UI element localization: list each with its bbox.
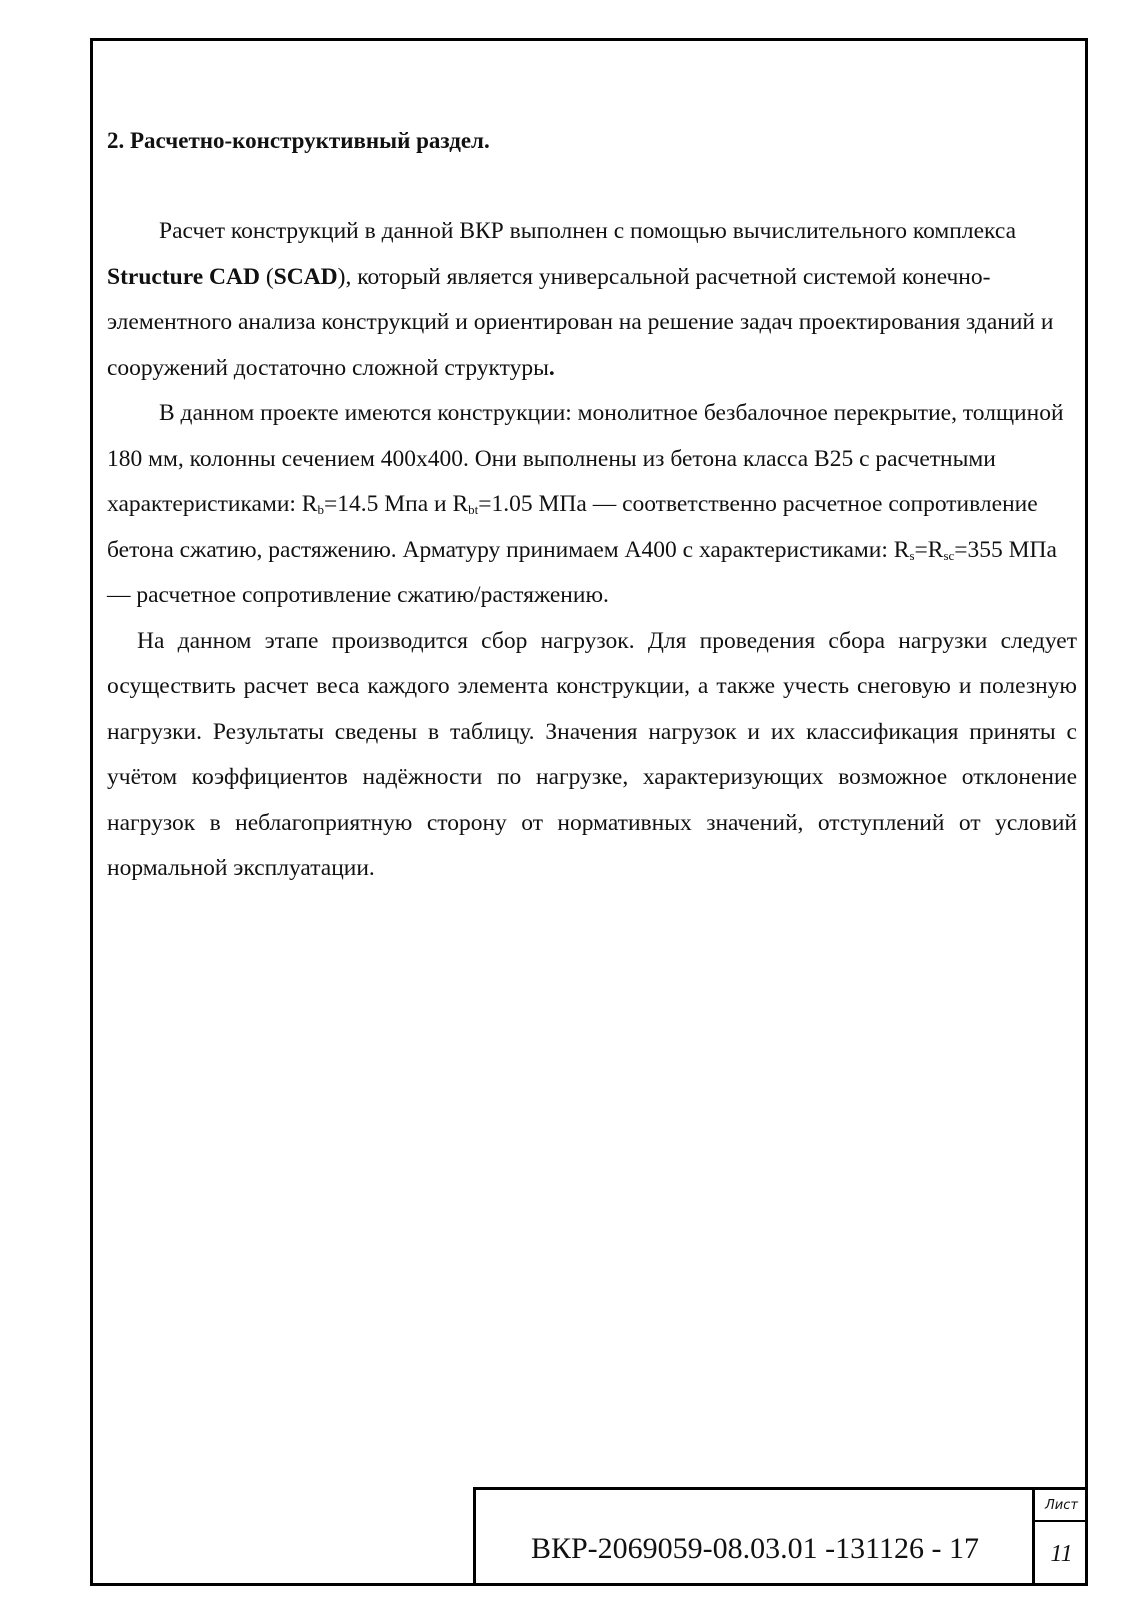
p2-text-1: В данном проекте имеются конструкции: монолитное безбалочное перекрытие, толщиной 180 мм, колонны сечением 400х400. Они выполнены из бетона класса В25 с расчетными характеристиками: R — [107, 400, 1064, 517]
p1-text: Расчет конструкций в данной ВКР выполнен с помощью вычислительного комплекса — [159, 218, 1017, 244]
document-body — [107, 209, 1077, 892]
p1-end: . — [548, 354, 555, 381]
paragraph-1 — [107, 209, 1077, 391]
p2-text-4: =R — [914, 536, 944, 563]
subscript-bt: bt — [468, 502, 479, 517]
software-abbrev: SCAD — [273, 263, 338, 290]
paragraph-2 — [107, 391, 1077, 619]
p2-text-3: =1.05 МПа — соответственно расчетное сопротивление бетона сжатию, растяжению. Арматуру принимаем А400 с характеристиками: R — [107, 491, 1038, 563]
subscript-sc: sc — [943, 547, 955, 563]
sheet-cell — [1032, 1490, 1088, 1586]
software-name: Structure CAD — [107, 263, 260, 290]
sheet-label: Лист — [1035, 1490, 1088, 1522]
p1-text-cont: ), который является универсальной расчетной системой конечно-элементного анализа конструкций и ориентирован на решение задач проектирования зданий и сооружений достаточно сложной структуры — [107, 263, 1054, 381]
p1-paren: ( — [259, 263, 274, 290]
document-code: ВКР-2069059-08.03.01 -131126 - 17 — [530, 1532, 980, 1565]
paragraph-3: На данном этапе производится сбор нагрузок. Для проведения сбора нагрузки следует осуществить расчет веса каждого элемента конструкции, а также учесть снеговую и полезную нагрузки. Результаты сведены в таблицу. Значения нагрузок и их классификация приняты с учётом коэффициентов надёжности по нагрузке, характеризующих возможное отклонение нагрузок в неблагоприятную сторону от нормативных значений, отступлений от условий нормальной эксплуатации. — [107, 627, 1077, 881]
p2-text-2: =14.5 Мпа и R — [323, 491, 469, 517]
sheet-number: 11 — [1050, 1540, 1073, 1567]
subscript-s: s — [909, 547, 915, 563]
title-block — [473, 1487, 1088, 1586]
subscript-b: b — [317, 502, 324, 517]
section-heading: 2. Расчетно-конструктивный раздел. — [107, 128, 490, 153]
p2-text-5: =355 МПа — расчетное сопротивление сжатию/растяжению. — [107, 536, 1057, 608]
